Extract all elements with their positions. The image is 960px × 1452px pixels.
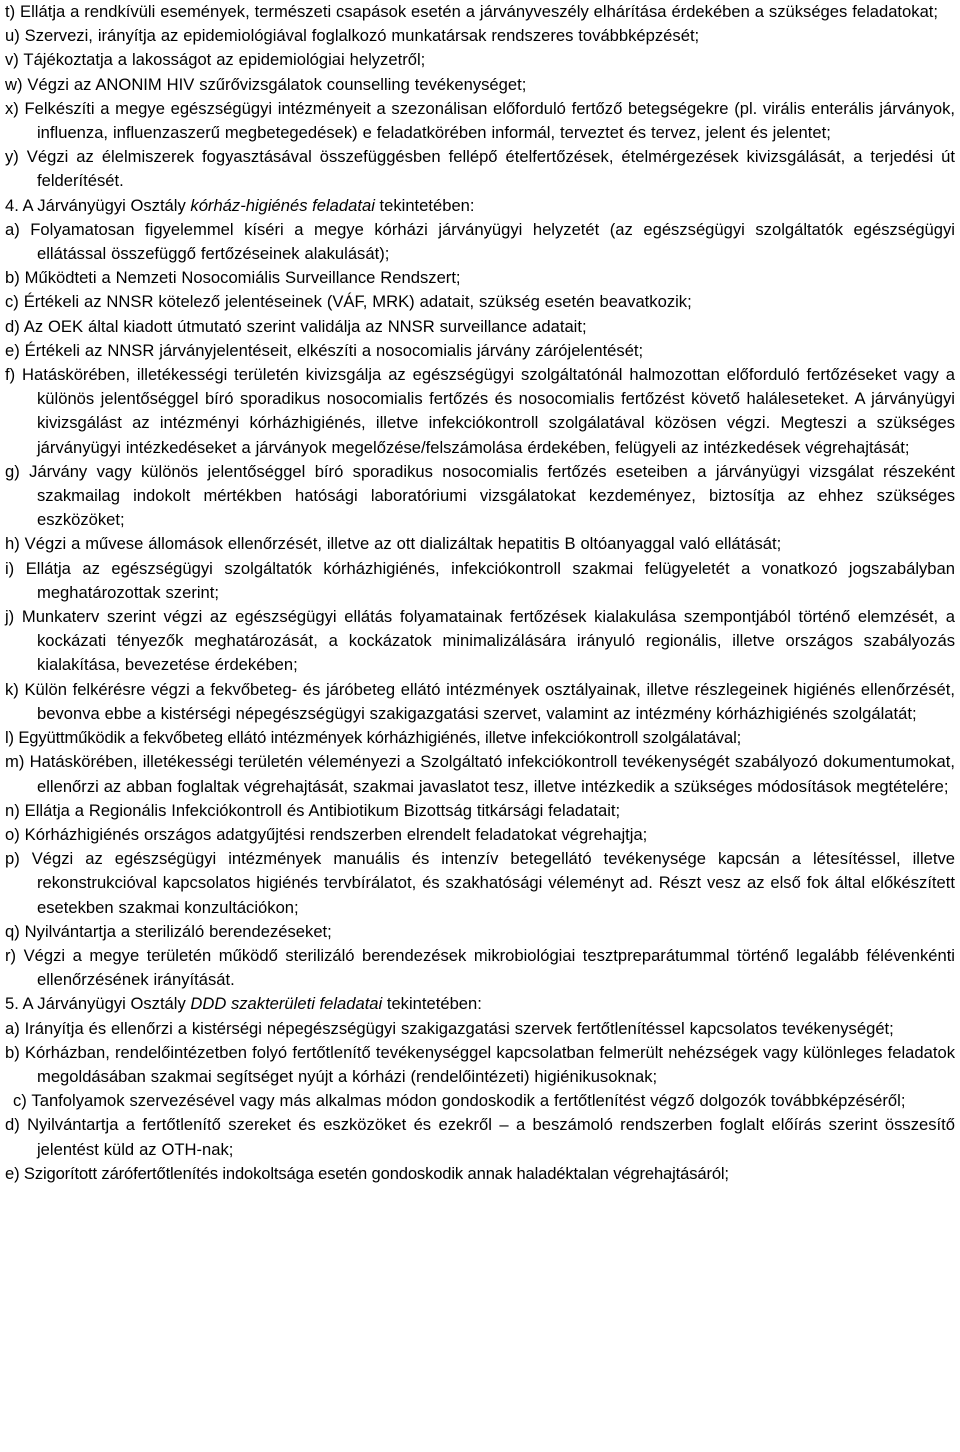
list-item-x: x) Felkészíti a megye egészségügyi intézményeit a szezonálisan előforduló fertőző betegségekre (pl. virális enterális járványok, influenza, influenzaszerű megbetegedések) e feladatkörében informál, terveztet és tervez, jelent és jelentet; xyxy=(5,98,955,143)
section-4-item-l: l) Együttműködik a fekvőbeteg ellátó intézmények kórházhigiénés, illetve infekciókontroll szolgálatával; xyxy=(5,728,742,748)
section-4-suffix: tekintetében: xyxy=(374,195,475,215)
list-item-v: v) Tájékoztatja a lakosságot az epidemiológiai helyzetről; xyxy=(5,50,426,70)
section-4-item-f: f) Hatáskörében, illetékességi területén kivizsgálja az egészségügyi szolgáltatónál halmozottan előforduló fertőzéseket vagy a különös jelentőséggel bíró sporadikus nosocomialis fertőzés és nosocomialis fertőzést követő haláleseteket. A járványügyi kivizsgálást az intézményi kórházhigiénés, illetve infekciókontroll szolgálatával közösen végzi. Megteszi a szükséges járványügyi intézkedéseket a járványok megelőzése/felszámolása érdekében, felügyeli az intézkedések végrehajtását; xyxy=(5,365,955,457)
section-5-item-a: a) Irányítja és ellenőrzi a kistérségi népegészségügyi szakigazgatási szervek fertőtlenítéssel kapcsolatos tevékenységét; xyxy=(5,1018,894,1038)
section-4-item-n: n) Ellátja a Regionális Infekciókontroll és Antibiotikum Bizottság titkársági feladatait; xyxy=(5,800,621,820)
list-item-t: t) Ellátja a rendkívüli események, természeti csapások esetén a járványveszély elhárítása érdekében a szükséges feladatokat; xyxy=(5,2,939,21)
section-5-item-e: e) Szigorított zárófertőtlenítés indokoltsága esetén gondoskodik annak haladéktalan végrehajtásáról; xyxy=(5,1163,729,1183)
section-4-item-m: m) Hatáskörében, illetékességi területén véleményezi a Szolgáltató infekciókontroll tevékenységét szabályozó dokumentumokat, ellenőrzi az abban foglaltak végrehajtását, szakmai javaslatot tesz, illetve intézkedik a szükséges módosítások megtételére; xyxy=(5,752,955,796)
section-5-heading xyxy=(5,992,955,1016)
section-4-item-q: q) Nyilvántartja a sterilizáló berendezéseket; xyxy=(5,921,332,941)
list-item-w: w) Végzi az ANONIM HIV szűrővizsgálatok counselling tevékenységet; xyxy=(5,74,527,94)
list-item-y: y) Végzi az élelmiszerek fogyasztásával összefüggésben fellépő ételfertőzések, ételmérgezések kivizsgálását, a terjedési út felderítését. xyxy=(5,147,955,191)
section-4-item-c: c) Értékeli az NNSR kötelező jelentéseinek (VÁF, MRK) adatait, szükség esetén beavatkozik; xyxy=(5,292,692,312)
section-4-prefix: 4. A Járványügyi Osztály xyxy=(5,195,191,215)
section-4-item-e: e) Értékeli az NNSR járványjelentéseit, elkészíti a nosocomialis járvány zárójelentését; xyxy=(5,340,644,360)
section-4-item-b: b) Működteti a Nemzeti Nosocomiális Surveillance Rendszert; xyxy=(5,268,461,288)
section-4-item-o: o) Kórházhigiénés országos adatgyűjtési rendszerben elrendelt feladatokat végrehajtja; xyxy=(5,824,648,844)
section-4-item-g: g) Járvány vagy különös jelentőséggel bíró sporadikus nosocomialis fertőzés eseteiben a járványügyi vizsgálat részeként szakmailag indokolt mértékben hatósági laboratóriumi vizsgálatokat kezdeményez, biztosítja az ehhez szükséges eszközöket; xyxy=(5,461,955,530)
section-4-item-a: a) Folyamatosan figyelemmel kíséri a megye kórházi járványügyi helyzetét (az egészségügyi szolgáltatók egészségügyi ellátással összefüggő fertőzéseinek alakulását); xyxy=(5,219,955,264)
section-4-item-d: d) Az OEK által kiadott útmutató szerint validálja az NNSR surveillance adatait; xyxy=(5,316,587,336)
section-5-item-b: b) Kórházban, rendelőintézetben folyó fertőtlenítő tevékenységgel kapcsolatban felmerült nehézségek vagy különleges feladatok megoldásában szakmai segítséget nyújt a kórházi (rendelőintézeti) higiénikusoknak; xyxy=(5,1042,955,1086)
section-5-prefix: 5. A Járványügyi Osztály xyxy=(5,994,191,1014)
section-5-suffix: tekintetében: xyxy=(382,994,482,1014)
section-4-heading xyxy=(5,194,955,218)
section-5-item-c: c) Tanfolyamok szervezésével vagy más alkalmas módon gondoskodik a fertőtlenítést végző dolgozók továbbképzéséről; xyxy=(13,1091,906,1111)
section-4-item-i: i) Ellátja az egészségügyi szolgáltatók kórházhigiénés, infekciókontroll szakmai felügyeletét a vonatkozó jogszabályban meghatározottak szerint; xyxy=(5,558,955,602)
section-4-item-j: j) Munkaterv szerint végzi az egészségügyi ellátás folyamatainak fertőzések kialakulása szempontjából történő elemzését, a kockázati tényezők meghatározását, a kockázatok minimalizálására irányuló regionális, illetve országos szabályozás kialakítása, bevezetése érdekében; xyxy=(5,607,955,675)
list-item-u: u) Szervezi, irányítja az epidemiológiával foglalkozó munkatársak rendszeres továbbképzését; xyxy=(5,26,700,46)
section-4-item-k: k) Külön felkérésre végzi a fekvőbeteg- és járóbeteg ellátó intézmények osztályainak, illetve részlegeinek higiénés ellenőrzését, bevonva ebbe a kistérségi népegészségügyi szakigazgatási szervet, valamint az intézmény kórházhigiénés szolgálatát; xyxy=(5,679,955,723)
section-4-italic: kórház-higiénés feladatai xyxy=(190,195,375,215)
section-4-item-h: h) Végzi a művese állomások ellenőrzését, illetve az ott dializáltak hepatitis B oltóanyaggal való ellátását; xyxy=(5,534,782,554)
section-4-item-r: r) Végzi a megye területén működő sterilizáló berendezések mikrobiológiai tesztpreparátummal történő legalább félévenkénti ellenőrzésének irányítását. xyxy=(5,945,955,990)
section-4-item-p: p) Végzi az egészségügyi intézmények manuális és intenzív betegellátó tevékenysége kapcsán a létesítéssel, illetve rekonstrukcióval kapcsolatos higiénés tervbírálatot, és szakhatósági véleményt ad. Részt vesz az első fok által előkészített esetekben szakmai konzultációkon; xyxy=(5,849,955,917)
section-5-italic: DDD szakterületi feladatai xyxy=(190,994,383,1014)
section-5-item-d: d) Nyilvántartja a fertőtlenítő szereket és eszközöket és ezekről – a beszámoló rendszerben foglalt előírás szerint összesítő jelentést küld az OTH-nak; xyxy=(5,1115,955,1159)
